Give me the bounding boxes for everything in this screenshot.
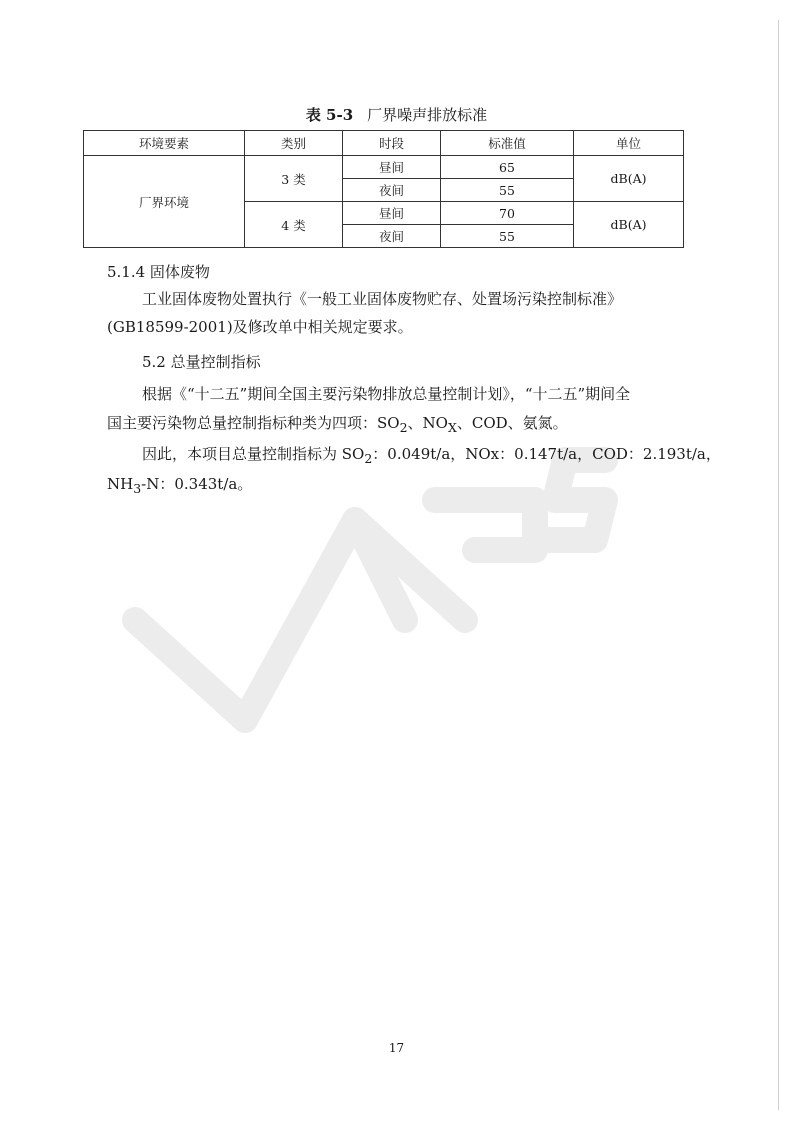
paragraph-line (107, 470, 667, 503)
period-cell: 昼间 (343, 156, 441, 179)
env-cell: 厂界环境 (84, 156, 245, 248)
period-cell: 昼间 (343, 202, 441, 225)
section-heading-5-2: 5.2 总量控制指标 (142, 353, 261, 371)
text-run: ：0.049t/a，NOx：0.147t/a，COD：2.193t/a， (372, 445, 721, 463)
unit-cell: dB(A) (574, 156, 684, 202)
paragraph-line (142, 440, 721, 473)
header-cell: 单位 (574, 131, 684, 156)
period-cell: 夜间 (343, 225, 441, 248)
table-caption-number: 表 5-3 (305, 106, 354, 124)
section-heading-5-1-4: 5.1.4 固体废物 (107, 263, 210, 281)
value-cell: 65 (441, 156, 574, 179)
paragraph-line (107, 409, 667, 442)
subscript: 2 (399, 420, 408, 435)
text-run: 因此，本项目总量控制指标为 SO (142, 445, 365, 463)
value-cell: 55 (441, 179, 574, 202)
table-caption (0, 104, 793, 125)
value-cell: 55 (441, 225, 574, 248)
text-run: NH (107, 475, 134, 493)
subscript: 3 (133, 481, 142, 496)
unit-cell: dB(A) (574, 202, 684, 248)
text-run: 、COD、氨氮。 (456, 414, 568, 432)
text-run: -N：0.343t/a。 (141, 475, 253, 493)
header-cell: 标准值 (441, 131, 574, 156)
value-cell: 70 (441, 202, 574, 225)
page-number: 17 (388, 1041, 405, 1055)
paragraph-line: (GB18599-2001)及修改单中相关规定要求。 (107, 318, 413, 336)
text-run: 国主要污染物总量控制指标种类为四项：SO (107, 414, 400, 432)
paragraph-line: 根据《“十二五”期间全国主要污染物排放总量控制计划》，“十二五”期间全 (142, 385, 631, 403)
category-cell: 4 类 (245, 202, 343, 248)
table-caption-title: 厂界噪声排放标准 (367, 106, 488, 124)
noise-standard-table (83, 130, 684, 248)
category-cell: 3 类 (245, 156, 343, 202)
scan-edge-line (778, 20, 779, 1110)
header-cell: 时段 (343, 131, 441, 156)
table-header-row (84, 131, 684, 156)
header-cell: 类别 (245, 131, 343, 156)
period-cell: 夜间 (343, 179, 441, 202)
paragraph-line: 工业固体废物处置执行《一般工业固体废物贮存、处置场污染控制标准》 (142, 290, 623, 308)
table-row (84, 156, 684, 179)
subscript: X (447, 420, 457, 435)
subscript: 2 (364, 451, 373, 466)
header-cell: 环境要素 (84, 131, 245, 156)
text-run: 、NO (407, 414, 448, 432)
